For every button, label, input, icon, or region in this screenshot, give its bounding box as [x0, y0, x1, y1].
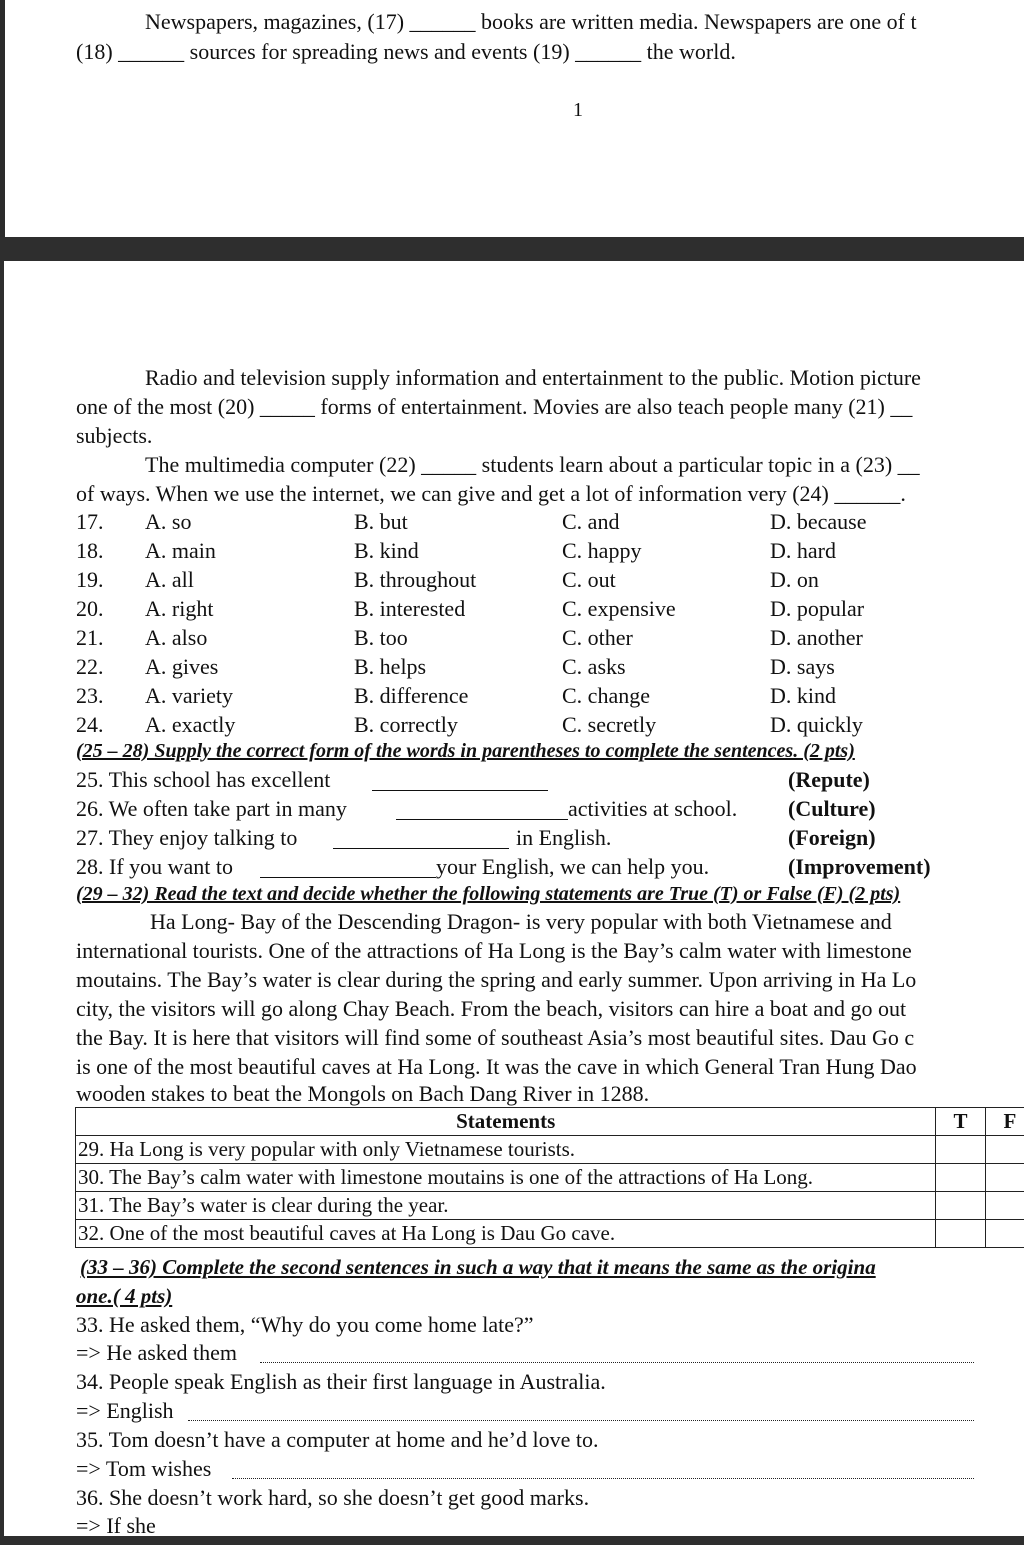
- option-number: 20.: [76, 596, 104, 621]
- q26-word: (Culture): [788, 796, 876, 821]
- option-b: B. throughout: [354, 567, 477, 592]
- option-d: D. hard: [770, 538, 836, 563]
- option-d: D. kind: [770, 683, 836, 708]
- passage1-line1: Newspapers, magazines, (17) ______ books are written media. Newspapers are one of t: [145, 9, 917, 34]
- table-row: [76, 1192, 1024, 1220]
- option-number: 23.: [76, 683, 104, 708]
- section-reading-heading: (29 – 32) Read the text and decide whether the following statements are True (T) or False (F) (2 pts): [76, 883, 901, 905]
- option-b: B. interested: [354, 596, 466, 621]
- option-number: 24.: [76, 712, 104, 737]
- page-number: 1: [573, 99, 583, 121]
- q34-question: 34. People speak English as their first language in Australia.: [76, 1369, 606, 1394]
- table-row: [76, 1164, 1024, 1192]
- true-cell[interactable]: [936, 1164, 985, 1192]
- passage2-line2: one of the most (20) _____ forms of entertainment. Movies are also teach people many (21) __: [76, 394, 913, 419]
- statements-header: Statements: [76, 1108, 936, 1136]
- false-header: F: [985, 1108, 1024, 1136]
- passage2-line3: subjects.: [76, 423, 153, 448]
- true-cell[interactable]: [936, 1220, 985, 1248]
- option-c: C. change: [562, 683, 650, 708]
- q28-word: (Improvement): [788, 854, 931, 879]
- q27-text-after: in English.: [516, 825, 612, 850]
- option-c: C. expensive: [562, 596, 676, 621]
- q34-answer-line[interactable]: [188, 1402, 974, 1421]
- false-cell[interactable]: [985, 1136, 1024, 1164]
- q34-answer-prefix: => English: [76, 1398, 174, 1423]
- option-c: C. other: [562, 625, 633, 650]
- q26-text-after: activities at school.: [568, 796, 738, 821]
- q26-answer-blank[interactable]: [396, 799, 568, 820]
- table-row: [76, 1220, 1024, 1248]
- option-c: C. happy: [562, 538, 642, 563]
- q35-answer-line[interactable]: [232, 1460, 974, 1479]
- q33-answer-prefix: => He asked them: [76, 1340, 238, 1365]
- table-row: [76, 1136, 1024, 1164]
- statement-text: 29. Ha Long is very popular with only Vietnamese tourists.: [76, 1136, 936, 1164]
- q28-text: 28. If you want to: [76, 854, 234, 879]
- statement-text: 31. The Bay’s water is clear during the year.: [76, 1192, 936, 1220]
- true-cell[interactable]: [936, 1192, 985, 1220]
- option-a: A. also: [145, 625, 208, 650]
- option-a: A. right: [145, 596, 214, 621]
- option-number: 18.: [76, 538, 104, 563]
- option-number: 17.: [76, 509, 104, 534]
- true-header: T: [936, 1108, 985, 1136]
- option-a: A. exactly: [145, 712, 236, 737]
- q27-answer-blank[interactable]: [333, 828, 509, 849]
- option-a: A. variety: [145, 683, 233, 708]
- q28-answer-blank[interactable]: [260, 857, 436, 878]
- option-c: C. asks: [562, 654, 626, 679]
- page-separator: [0, 237, 1024, 261]
- q36-answer-prefix: => If she: [76, 1513, 156, 1538]
- q33-question: 33. He asked them, “Why do you come home late?”: [76, 1312, 534, 1337]
- q36-question: 36. She doesn’t work hard, so she doesn’t get good marks.: [76, 1485, 590, 1510]
- option-c: C. out: [562, 567, 616, 592]
- option-b: B. kind: [354, 538, 419, 563]
- q33-answer-line[interactable]: [260, 1344, 974, 1363]
- option-d: D. says: [770, 654, 835, 679]
- passage2-line1: Radio and television supply information and entertainment to the public. Motion picture: [145, 365, 921, 390]
- option-b: B. but: [354, 509, 408, 534]
- passage1-line2: (18) ______ sources for spreading news and events (19) ______ the world.: [76, 39, 736, 64]
- statements-table: [75, 1107, 1024, 1248]
- option-a: A. main: [145, 538, 216, 563]
- section-word-form-heading: (25 – 28) Supply the correct form of the words in parentheses to complete the sentences. (2 pts): [76, 740, 855, 762]
- option-number: 19.: [76, 567, 104, 592]
- option-d: D. popular: [770, 596, 865, 621]
- option-a: A. all: [145, 567, 194, 592]
- false-cell[interactable]: [985, 1164, 1024, 1192]
- reading-line: the Bay. It is here that visitors will find some of southeast Asia’s most beautiful sites. Dau Go c: [76, 1025, 915, 1050]
- reading-line: city, the visitors will go along Chay Beach. From the beach, visitors can hire a boat and go out: [76, 996, 907, 1021]
- q28-text-after: your English, we can help you.: [436, 854, 710, 879]
- reading-line: Ha Long- Bay of the Descending Dragon- is very popular with both Vietnamese and: [150, 909, 892, 934]
- option-c: C. secretly: [562, 712, 657, 737]
- option-b: B. helps: [354, 654, 427, 679]
- reading-line: is one of the most beautiful caves at Ha Long. It was the cave in which General Tran Hung Dao: [76, 1054, 917, 1079]
- passage2-line5: of ways. When we use the internet, we can give and get a lot of information very (24) ______.: [76, 481, 906, 506]
- q25-text: 25. This school has excellent: [76, 767, 331, 792]
- q25-answer-blank[interactable]: [372, 770, 548, 791]
- q35-question: 35. Tom doesn’t have a computer at home and he’d love to.: [76, 1427, 599, 1452]
- passage2-line4: The multimedia computer (22) _____ students learn about a particular topic in a (23) __: [145, 452, 920, 477]
- true-cell[interactable]: [936, 1136, 985, 1164]
- reading-line: moutains. The Bay’s water is clear during the spring and early summer. Upon arriving in Ha Lo: [76, 967, 917, 992]
- option-d: D. on: [770, 567, 819, 592]
- false-cell[interactable]: [985, 1192, 1024, 1220]
- option-a: A. so: [145, 509, 192, 534]
- q25-word: (Repute): [788, 767, 870, 792]
- reading-line: wooden stakes to beat the Mongols on Bach Dang River in 1288.: [76, 1081, 650, 1106]
- reading-line: international tourists. One of the attractions of Ha Long is the Bay’s calm water with limestone: [76, 938, 912, 963]
- q26-text: 26. We often take part in many: [76, 796, 347, 821]
- option-b: B. too: [354, 625, 408, 650]
- q27-word: (Foreign): [788, 825, 876, 850]
- option-b: B. correctly: [354, 712, 458, 737]
- option-number: 22.: [76, 654, 104, 679]
- statement-text: 32. One of the most beautiful caves at Ha Long is Dau Go cave.: [76, 1220, 936, 1248]
- false-cell[interactable]: [985, 1220, 1024, 1248]
- section-rewrite-heading: (33 – 36) Complete the second sentences in such a way that it means the same as the origina: [80, 1255, 876, 1279]
- option-d: D. quickly: [770, 712, 863, 737]
- option-c: C. and: [562, 509, 620, 534]
- q27-text: 27. They enjoy talking to: [76, 825, 298, 850]
- option-a: A. gives: [145, 654, 219, 679]
- option-d: D. another: [770, 625, 863, 650]
- option-number: 21.: [76, 625, 104, 650]
- option-b: B. difference: [354, 683, 469, 708]
- section-rewrite-heading-cont: one.( 4 pts): [76, 1284, 173, 1308]
- page-left-edge: [0, 261, 4, 1536]
- option-d: D. because: [770, 509, 867, 534]
- statement-text: 30. The Bay’s calm water with limestone moutains is one of the attractions of Ha Long.: [76, 1164, 936, 1192]
- table-header-row: [76, 1108, 1024, 1136]
- q35-answer-prefix: => Tom wishes: [76, 1456, 212, 1481]
